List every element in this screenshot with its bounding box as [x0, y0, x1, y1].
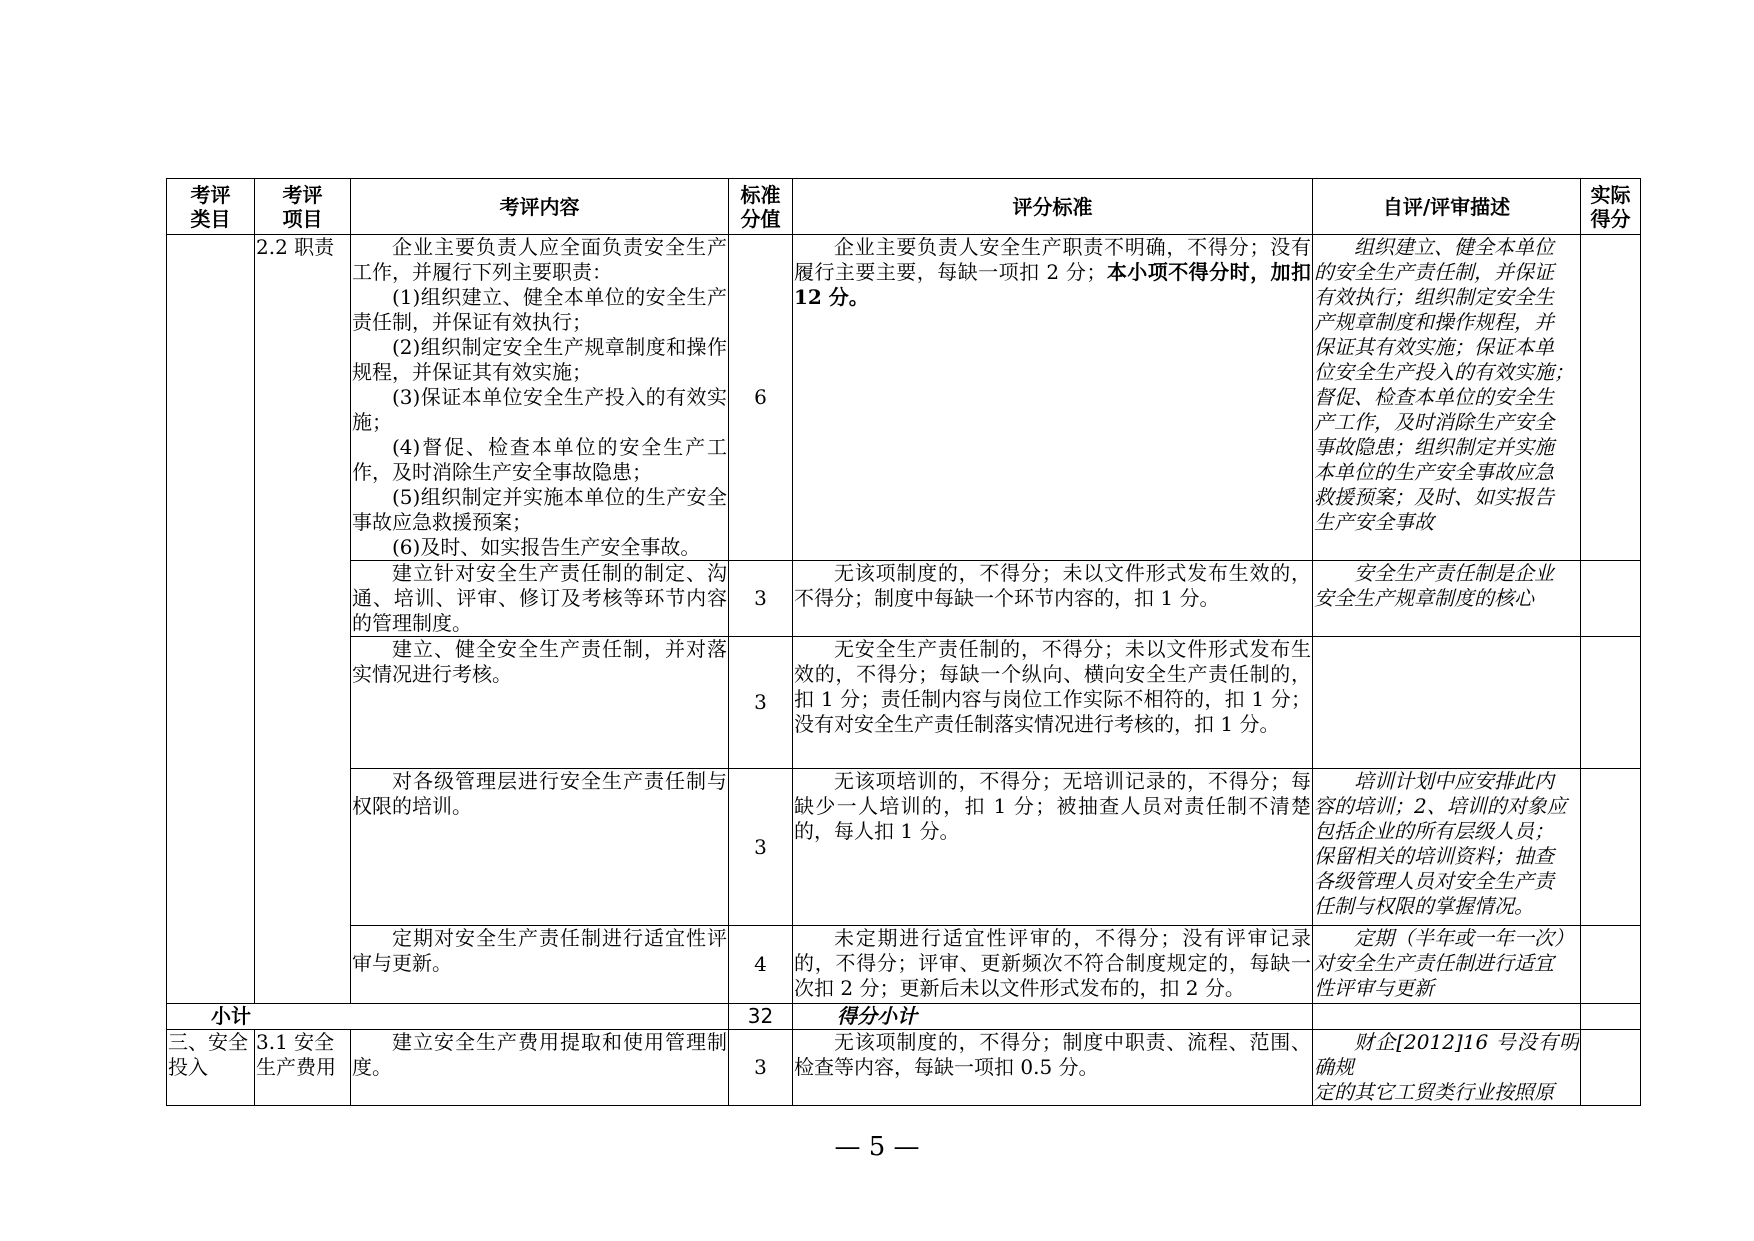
criteria-text: 无安全生产责任制的，不得分；未以文件形式发布生效的，不得分；每缺一个纵向、横向安全生产责任制的，扣 1 分；责任制内容与岗位工作实际不相符的，扣 1 分；没有对安全生产责任制落实情况进行考核的，扣 1 分。 [794, 637, 1311, 736]
content-paragraph: 对各级管理层进行安全生产责任制与权限的培训。 [352, 769, 727, 818]
content-cell [351, 561, 729, 637]
description-cell[interactable] [1313, 561, 1581, 637]
criteria-paragraph [794, 769, 1311, 844]
content-paragraph: (2)组织制定安全生产规章制度和操作规程，并保证其有效实施； [352, 335, 727, 384]
criteria-bold-text: 本小项不得分时，加扣 12 分。 [794, 260, 1311, 309]
header-actual-score: 实际 得分 [1581, 179, 1641, 235]
criteria-text: 未定期进行适宜性评审的，不得分；没有评审记录的，不得分；评审、更新频次不符合制度规定的，每缺一次扣 2 分；更新后未以文件形式发布的，扣 2 分。 [794, 926, 1311, 1000]
standard-score-cell: 4 [729, 926, 793, 1004]
content-cell [351, 637, 729, 769]
criteria-paragraph [794, 561, 1311, 611]
standard-score-cell: 6 [729, 235, 793, 561]
criteria-paragraph [794, 637, 1311, 737]
criteria-cell [793, 926, 1313, 1004]
description-text: 定期（半年或一年一次） 对安全生产责任制进行适宜 性评审与更新 [1314, 926, 1574, 1000]
content-paragraph: 建立针对安全生产责任制的制定、沟通、培训、评审、修订及考核等环节内容的管理制度。 [352, 561, 727, 635]
criteria-text: 无该项培训的，不得分；无培训记录的，不得分；每缺少一人培训的，扣 1 分；被抽查人员对责任制不清楚的，每人扣 1 分。 [794, 769, 1311, 843]
actual-score-cell[interactable] [1581, 769, 1641, 926]
content-cell [351, 1030, 729, 1106]
header-item: 考评 项目 [255, 179, 351, 235]
header-description: 自评/评审描述 [1313, 179, 1581, 235]
content-paragraph: (4)督促、检查本单位的安全生产工作，及时消除生产安全事故隐患； [352, 435, 727, 484]
category-cell [167, 235, 255, 1004]
page-number: — 5 — [834, 1132, 920, 1162]
standard-score-cell: 3 [729, 1030, 793, 1106]
description-cell[interactable] [1313, 1030, 1581, 1106]
criteria-text: 无该项制度的，不得分；制度中职责、流程、范围、检查等内容，每缺一项扣 0.5 分。 [794, 1030, 1311, 1079]
header-category: 考评 类目 [167, 179, 255, 235]
table-row [167, 637, 1641, 769]
content-paragraph: (5)组织制定并实施本单位的生产安全事故应急救援预案； [352, 485, 727, 534]
criteria-paragraph [794, 926, 1311, 1001]
description-text: 组织建立、健全本单位 的安全生产责任制，并保证 有效执行；组织制定安全生 产规章制度和操作规程，并 保证其有效实施；保证本单 位安全生产投入的有效实施； 督促、检查本单位的安全生 产工作，及时消除生产安全 事故隐患；组织制定并实施 本单位的生产安全事故应急 救援预案；及时、如实报告 生产安全事故 [1314, 235, 1574, 534]
subtotal-criteria: 得分小计 [793, 1004, 1313, 1030]
actual-score-cell[interactable] [1581, 637, 1641, 769]
subtotal-description [1313, 1004, 1581, 1030]
header-criteria: 评分标准 [793, 179, 1313, 235]
table-row [167, 1030, 1641, 1106]
content-paragraph: (6)及时、如实报告生产安全事故。 [392, 535, 701, 559]
evaluation-table [166, 178, 1641, 1106]
subtotal-score: 32 [729, 1004, 793, 1030]
content-paragraph: 定期对安全生产责任制进行适宜性评审与更新。 [352, 926, 727, 975]
standard-score-cell: 3 [729, 769, 793, 926]
subtotal-label: 小计 [167, 1004, 729, 1030]
header-standard-score: 标准 分值 [729, 179, 793, 235]
criteria-text: 无该项制度的，不得分；未以文件形式发布生效的，不得分；制度中每缺一个环节内容的，扣 1 分。 [794, 561, 1311, 610]
table-row [167, 235, 1641, 561]
criteria-cell [793, 561, 1313, 637]
actual-score-cell[interactable] [1581, 561, 1641, 637]
subtotal-row [167, 1004, 1641, 1030]
standard-score-cell: 3 [729, 561, 793, 637]
table-row [167, 926, 1641, 1004]
item-cell: 2.2 职责 [255, 235, 351, 1004]
content-paragraph: (3)保证本单位安全生产投入的有效实施； [352, 385, 727, 434]
description-cell[interactable] [1313, 769, 1581, 926]
criteria-cell [793, 769, 1313, 926]
description-cell[interactable] [1313, 235, 1581, 561]
table-body [167, 235, 1641, 1106]
criteria-paragraph [794, 1030, 1311, 1080]
content-paragraph: (1)组织建立、健全本单位的安全生产责任制，并保证有效执行； [352, 285, 727, 334]
criteria-text: 企业主要负责人安全生产职责不明确，不得分；没有履行主要主要，每缺一项扣 2 分； [794, 235, 1311, 284]
content-cell [351, 926, 729, 1004]
header-row [167, 179, 1641, 235]
header-content: 考评内容 [351, 179, 729, 235]
description-text: 安全生产责任制是企业 安全生产规章制度的核心 [1314, 561, 1554, 610]
actual-score-cell[interactable] [1581, 926, 1641, 1004]
content-paragraph: 建立安全生产费用提取和使用管理制度。 [352, 1030, 727, 1079]
item-cell: 3.1 安全生产费用 [255, 1030, 351, 1106]
criteria-cell [793, 1030, 1313, 1106]
category-cell: 三、安全投入 [167, 1030, 255, 1106]
standard-score-cell: 3 [729, 637, 793, 769]
table-row [167, 769, 1641, 926]
content-paragraph: 企业主要负责人应全面负责安全生产工作，并履行下列主要职责： [352, 235, 727, 284]
content-cell [351, 769, 729, 926]
description-cell[interactable] [1313, 637, 1581, 769]
criteria-paragraph [794, 235, 1311, 310]
actual-score-cell[interactable] [1581, 235, 1641, 561]
criteria-cell [793, 637, 1313, 769]
description-text: 财企[2012]16 号没有明确规 定的其它工贸类行业按照原 [1314, 1030, 1579, 1104]
description-cell[interactable] [1313, 926, 1581, 1004]
subtotal-actual [1581, 1004, 1641, 1030]
criteria-cell [793, 235, 1313, 561]
table-row [167, 561, 1641, 637]
content-cell [351, 235, 729, 561]
content-paragraph: 建立、健全安全生产责任制，并对落实情况进行考核。 [352, 637, 727, 686]
description-text: 培训计划中应安排此内 容的培训；2、培训的对象应 包括企业的所有层级人员； 保留相关的培训资料；抽查 各级管理人员对安全生产责 任制与权限的掌握情况。 [1314, 769, 1567, 918]
actual-score-cell[interactable] [1581, 1030, 1641, 1106]
